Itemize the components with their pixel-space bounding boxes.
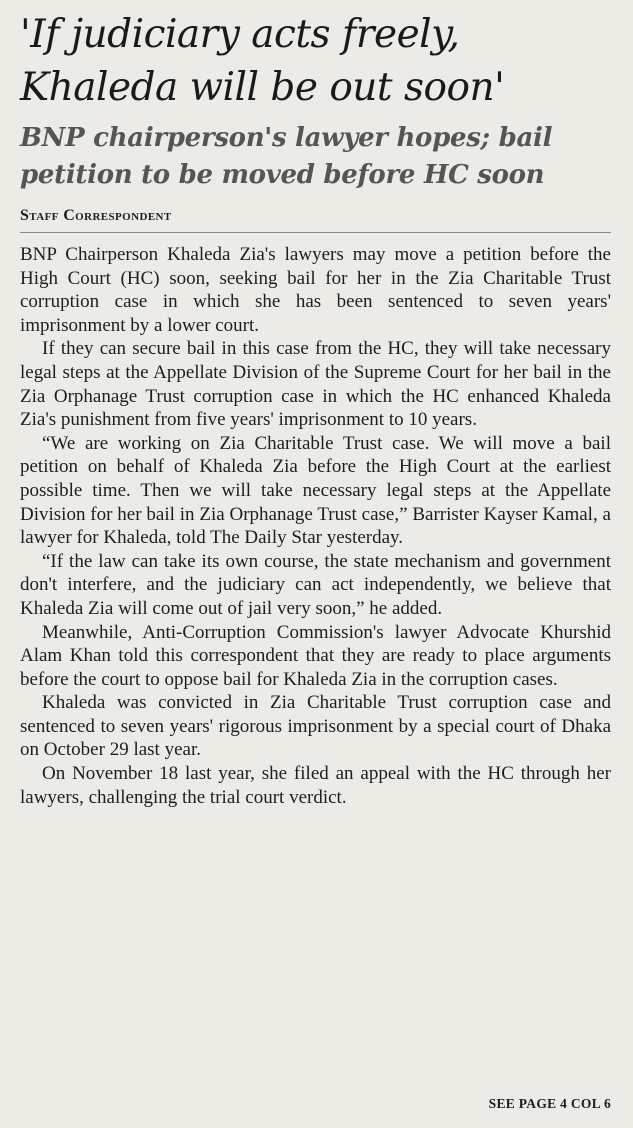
article-body	[20, 243, 611, 809]
article-paragraph: If they can secure bail in this case from the HC, they will take necessary legal steps at the Appellate Division of the Supreme Court for her bail in the Zia Orphanage Trust corruption case in which the HC enhanced Khaleda Zia's punishment from five years' imprisonment to 10 years.	[20, 338, 611, 431]
article-paragraph: Meanwhile, Anti-Corruption Commission's lawyer Advocate Khurshid Alam Khan told this correspondent that they are ready to place arguments before the court to oppose bail for Khaleda Zia in the corruption cases.	[20, 621, 611, 690]
article-paragraph: On November 18 last year, she filed an appeal with the HC through her lawyers, challenging the trial court verdict.	[20, 763, 611, 808]
article-paragraph: “If the law can take its own course, the state mechanism and government don't interfere, and the judiciary can act independently, we believe that Khaleda Zia will come out of jail very soon,” he added.	[20, 550, 611, 619]
continuation-jump-line: SEE PAGE 4 COL 6	[488, 1096, 611, 1111]
article-paragraph: Khaleda was convicted in Zia Charitable Trust corruption case and sentenced to seven years' rigorous imprisonment by a special court of Dhaka on October 29 last year.	[20, 692, 611, 761]
byline-divider	[20, 232, 611, 233]
article-subheadline: BNP chairperson's lawyer hopes; bail petition to be moved before HC soon	[20, 123, 553, 190]
article-headline: 'If judiciary acts freely, Khaleda will be out soon'	[20, 12, 505, 110]
article-byline: Staff Correspondent	[20, 207, 172, 224]
article-paragraph: “We are working on Zia Charitable Trust case. We will move a bail petition on behalf of Khaleda Zia before the High Court at the earliest possible time. Then we will take necessary legal steps at the Appellate Division for her bail in Zia Orphanage Trust case,” Barrister Kayser Kamal, a lawyer for Khaleda, told The Daily Star yesterday.	[20, 432, 611, 549]
article-paragraph: BNP Chairperson Khaleda Zia's lawyers may move a petition before the High Court (HC) soon, seeking bail for her in the Zia Charitable Trust corruption case in which she has been sentenced to seven years' imprisonment by a lower court.	[20, 244, 611, 336]
